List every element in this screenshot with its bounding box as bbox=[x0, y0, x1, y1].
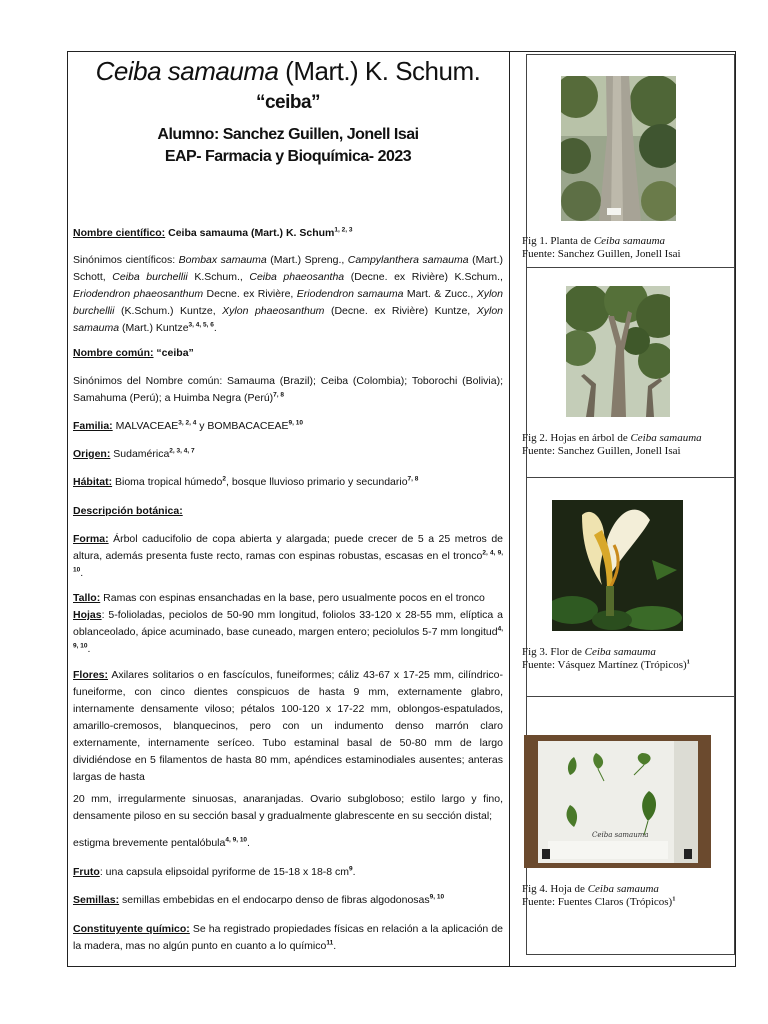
program-name: EAP- Farmacia y Bioquímica- 2023 bbox=[164, 148, 412, 165]
forma-paragraph: Forma: Árbol caducifolio de copa abierta y alargada; puede crecer de 5 a 25 metros de altura, además presenta fuste recto, ramas con espinas robustas, escasas en el tronco$^{2, 4, 9, 10}$. bbox=[73, 533, 504, 579]
header-block bbox=[73, 56, 503, 166]
scientific-synonyms: Sinónimos científicos: Bombax samauma (Mart.) Spreng., Campylanthera samauma (Mart.) Schott, Ceiba burchellii K.Schum., Ceiba phaeosantha (Decne. ex Rivière) K.Schum., Eriodendron phaeosanthum Decne. ex Rivière, Eriodendron samauma Mart. & Zucc., Xylon burchellii (K.Schum.) Kuntze, Xylon phaeosanthum (Decne. ex Rivière) Kuntze, Xylon samauma (Mart.) Kuntze$^{3, 4, 5, 6}$. bbox=[73, 254, 504, 334]
figure-2-caption: Fig 2. Hojas en árbol de Ceiba samauma Fuente: Sanchez Guillen, Jonell Isai bbox=[522, 432, 702, 457]
tallo-hojas-paragraph: Tallo: Ramas con espinas ensanchadas en la base, pero usualmente pocos en el tronco Hojas: 5-folioladas, peciolos de 50-90 mm longitud, foliolos 33-120 x 28-55 mm, elíptica a oblanceolado, ápice acuminado, base cuneado, margen entero; peciolulos 5-7 mm longitud$^{4, 9, 10}$. bbox=[73, 592, 503, 655]
stigma-line: estigma brevemente pentalóbula$^{4, 9, 10}$. bbox=[73, 836, 250, 849]
herbarium-sheet-photo bbox=[524, 735, 711, 868]
semillas-line: Semillas: semillas embebidas en el endocarpo denso de fibras algodonosas$^{9, 10}$ bbox=[73, 893, 445, 906]
habitat-line: Hábitat: Bioma tropical húmedo$^2$, bosque lluvioso primario y secundario$^{7, 8}$ bbox=[73, 475, 419, 488]
column-divider bbox=[509, 51, 510, 967]
page-title: Ceiba samauma (Mart.) K. Schum. bbox=[95, 56, 481, 86]
student-name: Alumno: Sanchez Guillen, Jonell Isai bbox=[157, 126, 419, 143]
herbarium-sheet-label: Ceiba samauma bbox=[592, 831, 649, 839]
common-name-heading: “ceiba” bbox=[255, 92, 321, 113]
flores-paragraph: Flores: Axilares solitarios o en fascículos, funeiformes; cáliz 43-67 x 17-25 mm, cilíndrico-funeiforme, con cinco dientes conspicuos de hasta 9 mm, externamente glabro, internamente densamente viloso; pétalos 100-120 x 17-22 mm, oblongos-espatulados, amarillo-cremosos, blanquecinos, pero con un indumento denso marrón claro externamente, internamente seríceo. Tubo estaminal basal de 50-80 mm de largo dividiéndose en 5 filamentos de hasta 80 mm, apéndices estaminodiales ausentes; anteras largas de hasta bbox=[73, 669, 503, 783]
common-name-line: Nombre común: “ceiba” bbox=[73, 347, 194, 359]
common-name-synonyms: Sinónimos del Nombre común: Samauma (Brazil); Ceiba (Colombia); Toborochi (Bolivia); Samahuma (Perú); a Huimba Negra (Perú)$^{7, 8}$ bbox=[73, 375, 503, 404]
tree-canopy-photo bbox=[566, 286, 670, 417]
figure-4-caption: Fig 4. Hoja de Ceiba samauma Fuente: Fuentes Claros (Trópicos)$^1$ bbox=[522, 883, 676, 908]
chemical-constituent-paragraph: Constituyente químico: Se ha registrado propiedades físicas en relación a la aplicación de la madera, mas no algún punto en cuanto a lo químico$^{11}$. bbox=[73, 923, 503, 952]
origin-line: Origen: Sudamérica$^{2, 3, 4, 7}$ bbox=[73, 447, 195, 460]
flower-photo bbox=[552, 500, 683, 631]
botanical-description-heading: Descripción botánica: bbox=[73, 505, 183, 517]
fruto-line: Fruto: una capsula elipsoidal pyriforme de 15-18 x 18-8 $cm^9$. bbox=[73, 865, 356, 878]
family-line: Familia: MALVACEAE$^{3, 2, 4}$ y BOMBACACEAE$^{9, 10}$ bbox=[73, 419, 303, 432]
figure-1-caption: Fig 1. Planta de Ceiba samauma Fuente: Sanchez Guillen, Jonell Isai bbox=[522, 235, 681, 260]
flores-paragraph-continued: 20 mm, irregularmente sinuosas, anaranjadas. Ovario subgloboso; estilo largo y fino, densamente piloso en su sección basal y gradualmente glabrescente en su sección distal; bbox=[73, 793, 503, 822]
tree-trunk-photo bbox=[561, 76, 676, 221]
scientific-name-line: Nombre científico: Ceiba samauma (Mart.) K. Schum$^{1, 2, 3}$ bbox=[73, 226, 353, 239]
figure-3-caption: Fig 3. Flor de Ceiba samauma Fuente: Vásquez Martínez (Trópicos)$^1$ bbox=[522, 646, 690, 671]
